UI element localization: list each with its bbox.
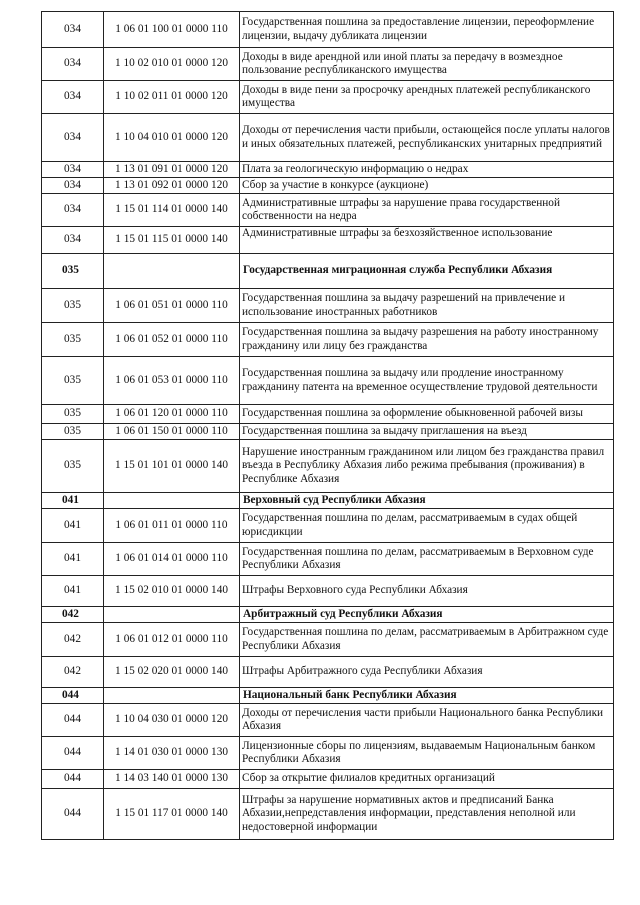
kbk-code-cell: 1 15 02 010 01 0000 140 <box>104 576 240 607</box>
kbk-code-cell: 1 13 01 091 01 0000 120 <box>104 162 240 178</box>
admin-code-cell: 041 <box>42 493 104 509</box>
table-row <box>42 194 614 227</box>
table-row <box>42 440 614 493</box>
admin-code-cell: 035 <box>42 405 104 424</box>
revenue-codes-table <box>41 11 614 840</box>
admin-code-cell: 041 <box>42 576 104 607</box>
table-row <box>42 509 614 543</box>
description-cell: Нарушение иностранным гражданином или лицом без гражданства правил въезда в Республику Абхазия либо режима пребывания (проживания) в Республике Абхазия <box>240 440 614 493</box>
admin-code-cell: 044 <box>42 704 104 737</box>
kbk-code-cell: 1 06 01 051 01 0000 110 <box>104 289 240 323</box>
admin-code-cell: 044 <box>42 688 104 704</box>
kbk-code-cell: 1 10 04 030 01 0000 120 <box>104 704 240 737</box>
admin-code-cell: 034 <box>42 12 104 48</box>
kbk-code-cell: 1 06 01 150 01 0000 110 <box>104 424 240 440</box>
table-row <box>42 704 614 737</box>
admin-code-cell: 034 <box>42 194 104 227</box>
kbk-code-cell: 1 15 01 101 01 0000 140 <box>104 440 240 493</box>
description-cell: Лицензионные сборы по лицензиям, выдаваемым Национальным банком Республики Абхазия <box>240 737 614 770</box>
kbk-code-cell: 1 06 01 120 01 0000 110 <box>104 405 240 424</box>
description-cell: Сбор за открытие филиалов кредитных организаций <box>240 770 614 789</box>
table-row <box>42 543 614 576</box>
admin-code-cell: 035 <box>42 357 104 405</box>
table-body <box>42 12 614 840</box>
admin-code-cell: 044 <box>42 770 104 789</box>
admin-code-cell: 035 <box>42 323 104 357</box>
description-cell: Штрафы за нарушение нормативных актов и предписаний Банка Абхазии,непредставления информации, представления неполной или недостоверной информации <box>240 789 614 840</box>
table-row <box>42 162 614 178</box>
admin-code-cell: 034 <box>42 114 104 162</box>
section-header-row <box>42 493 614 509</box>
table-row <box>42 424 614 440</box>
kbk-code-cell: 1 15 02 020 01 0000 140 <box>104 657 240 688</box>
description-cell: Сбор за участие в конкурсе (аукционе) <box>240 178 614 194</box>
description-cell: Государственная пошлина за выдачу или продление иностранному гражданину патента на временное осуществление трудовой деятельности <box>240 357 614 405</box>
kbk-code-cell: 1 14 01 030 01 0000 130 <box>104 737 240 770</box>
admin-code-cell: 044 <box>42 737 104 770</box>
kbk-code-cell: 1 13 01 092 01 0000 120 <box>104 178 240 194</box>
admin-code-cell: 035 <box>42 424 104 440</box>
admin-code-cell: 034 <box>42 81 104 114</box>
description-cell: Административные штрафы за нарушение права государственной собственности на недра <box>240 194 614 227</box>
kbk-code-cell: 1 06 01 014 01 0000 110 <box>104 543 240 576</box>
section-header-row <box>42 688 614 704</box>
description-cell: Государственная пошлина за предоставление лицензии, переоформление лицензии, выдачу дубликата лицензии <box>240 12 614 48</box>
admin-code-cell: 041 <box>42 543 104 576</box>
admin-code-cell: 042 <box>42 607 104 623</box>
section-title-cell: Национальный банк Республики Абхазия <box>240 688 614 704</box>
description-cell: Административные штрафы за безхозяйственное использование <box>240 227 614 254</box>
table-row <box>42 770 614 789</box>
description-cell: Государственная пошлина по делам, рассматриваемым в судах общей юрисдикции <box>240 509 614 543</box>
table-row <box>42 357 614 405</box>
kbk-code-cell <box>104 688 240 704</box>
kbk-code-cell: 1 14 03 140 01 0000 130 <box>104 770 240 789</box>
admin-code-cell: 042 <box>42 657 104 688</box>
admin-code-cell: 035 <box>42 440 104 493</box>
table-row <box>42 623 614 657</box>
kbk-code-cell <box>104 254 240 289</box>
admin-code-cell: 042 <box>42 623 104 657</box>
kbk-code-cell <box>104 607 240 623</box>
section-title-cell: Государственная миграционная служба Республики Абхазия <box>240 254 614 289</box>
table-row <box>42 405 614 424</box>
description-cell: Государственная пошлина по делам, рассматриваемым в Верховном суде Республики Абхазия <box>240 543 614 576</box>
table-row <box>42 289 614 323</box>
description-cell: Штрафы Арбитражного суда Республики Абхазия <box>240 657 614 688</box>
description-cell: Штрафы Верховного суда Республики Абхазия <box>240 576 614 607</box>
admin-code-cell: 035 <box>42 289 104 323</box>
description-cell: Доходы в виде арендной или иной платы за передачу в возмездное пользование республиканского имущества <box>240 48 614 81</box>
description-cell: Плата за геологическую информацию о недрах <box>240 162 614 178</box>
section-title-cell: Арбитражный суд Республики Абхазия <box>240 607 614 623</box>
description-cell: Государственная пошлина за выдачу разрешений на привлечение и использование иностранных работников <box>240 289 614 323</box>
description-cell: Государственная пошлина за выдачу разрешения на работу иностранному гражданину или лицу без гражданства <box>240 323 614 357</box>
admin-code-cell: 041 <box>42 509 104 543</box>
kbk-code-cell <box>104 493 240 509</box>
description-cell: Доходы от перечисления части прибыли, остающейся после уплаты налогов и иных обязательных платежей, республиканских унитарных предприятий <box>240 114 614 162</box>
admin-code-cell: 044 <box>42 789 104 840</box>
description-cell: Доходы от перечисления части прибыли Национального банка Республики Абхазия <box>240 704 614 737</box>
kbk-code-cell: 1 06 01 012 01 0000 110 <box>104 623 240 657</box>
admin-code-cell: 034 <box>42 162 104 178</box>
table-row <box>42 227 614 254</box>
table-row <box>42 114 614 162</box>
table-row <box>42 576 614 607</box>
table-row <box>42 178 614 194</box>
kbk-code-cell: 1 06 01 011 01 0000 110 <box>104 509 240 543</box>
kbk-code-cell: 1 15 01 115 01 0000 140 <box>104 227 240 254</box>
kbk-code-cell: 1 06 01 100 01 0000 110 <box>104 12 240 48</box>
description-cell: Государственная пошлина за выдачу приглашения на въезд <box>240 424 614 440</box>
description-cell: Государственная пошлина по делам, рассматриваемым в Арбитражном суде Республики Абхазия <box>240 623 614 657</box>
table-row <box>42 789 614 840</box>
section-header-row <box>42 607 614 623</box>
section-header-row <box>42 254 614 289</box>
kbk-code-cell: 1 15 01 114 01 0000 140 <box>104 194 240 227</box>
kbk-code-cell: 1 10 02 011 01 0000 120 <box>104 81 240 114</box>
admin-code-cell: 034 <box>42 48 104 81</box>
kbk-code-cell: 1 10 04 010 01 0000 120 <box>104 114 240 162</box>
table-row <box>42 323 614 357</box>
kbk-code-cell: 1 10 02 010 01 0000 120 <box>104 48 240 81</box>
kbk-code-cell: 1 15 01 117 01 0000 140 <box>104 789 240 840</box>
table-row <box>42 48 614 81</box>
table-row <box>42 657 614 688</box>
table-row <box>42 737 614 770</box>
description-cell: Доходы в виде пени за просрочку арендных платежей республиканского имущества <box>240 81 614 114</box>
table-row <box>42 81 614 114</box>
admin-code-cell: 034 <box>42 178 104 194</box>
kbk-code-cell: 1 06 01 053 01 0000 110 <box>104 357 240 405</box>
admin-code-cell: 034 <box>42 227 104 254</box>
table-row <box>42 12 614 48</box>
kbk-code-cell: 1 06 01 052 01 0000 110 <box>104 323 240 357</box>
section-title-cell: Верховный суд Республики Абхазия <box>240 493 614 509</box>
admin-code-cell: 035 <box>42 254 104 289</box>
description-cell: Государственная пошлина за оформление обыкновенной рабочей визы <box>240 405 614 424</box>
